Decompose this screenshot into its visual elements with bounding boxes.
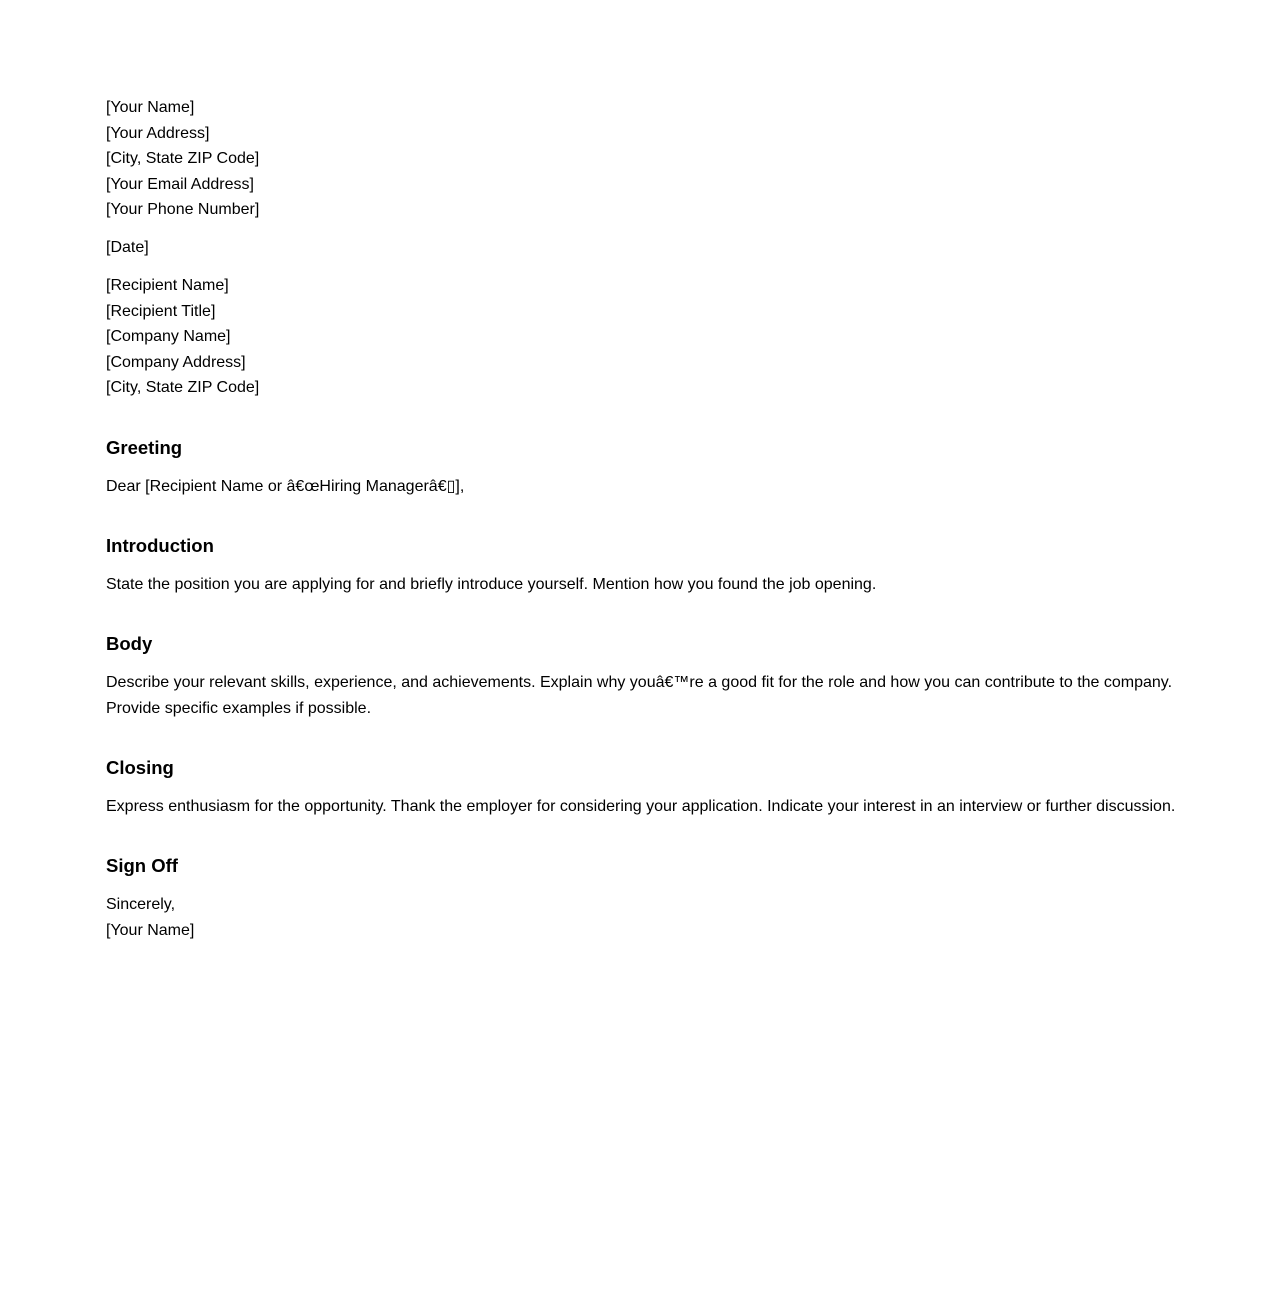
company-name: [Company Name] [106,328,231,345]
section-introduction [106,533,1186,598]
greeting-text: Dear [Recipient Name or â€œHiring Managerâ€▯], [106,477,465,495]
sender-address-block [106,95,1186,223]
sign-off-valediction: Sincerely, [106,895,176,913]
section-heading-introduction: Introduction [106,534,214,556]
company-city-state-zip: [City, State ZIP Code] [106,379,260,396]
section-sign-off [106,853,1186,944]
spacer [106,223,1186,236]
recipient-address-block [106,273,1186,401]
date-block [106,235,1186,261]
company-address: [Company Address] [106,353,246,371]
sender-phone: [Your Phone Number] [106,201,260,218]
section-heading-sign-off: Sign Off [106,854,178,876]
section-heading-greeting: Greeting [106,436,183,458]
body-text: Describe your relevant skills, experience, and achievements. Explain why youâ€™re a good fit for the role and how you can contribute to the company. Provide specific examples if possible. [106,673,1173,717]
section-heading-closing: Closing [106,756,174,778]
introduction-text: State the position you are applying for and briefly introduce yourself. Mention how you found the job opening. [106,575,877,593]
sign-off-block [106,892,1186,944]
recipient-title: [Recipient Title] [106,302,216,320]
sign-off-name: [Your Name] [106,921,195,939]
sender-name: [Your Name] [106,99,195,116]
spacer [106,261,1186,274]
sender-address: [Your Address] [106,124,210,142]
recipient-name: [Recipient Name] [106,277,229,294]
section-body [106,631,1186,722]
sender-city-state-zip: [City, State ZIP Code] [106,150,260,167]
letter-date: [Date] [106,239,149,256]
section-heading-body: Body [106,632,153,654]
closing-text: Express enthusiasm for the opportunity. Thank the employer for considering your application. Indicate your interest in an interview or further discussion. [106,797,1176,815]
section-closing [106,755,1186,820]
section-greeting [106,435,1186,500]
sender-email: [Your Email Address] [106,175,254,193]
